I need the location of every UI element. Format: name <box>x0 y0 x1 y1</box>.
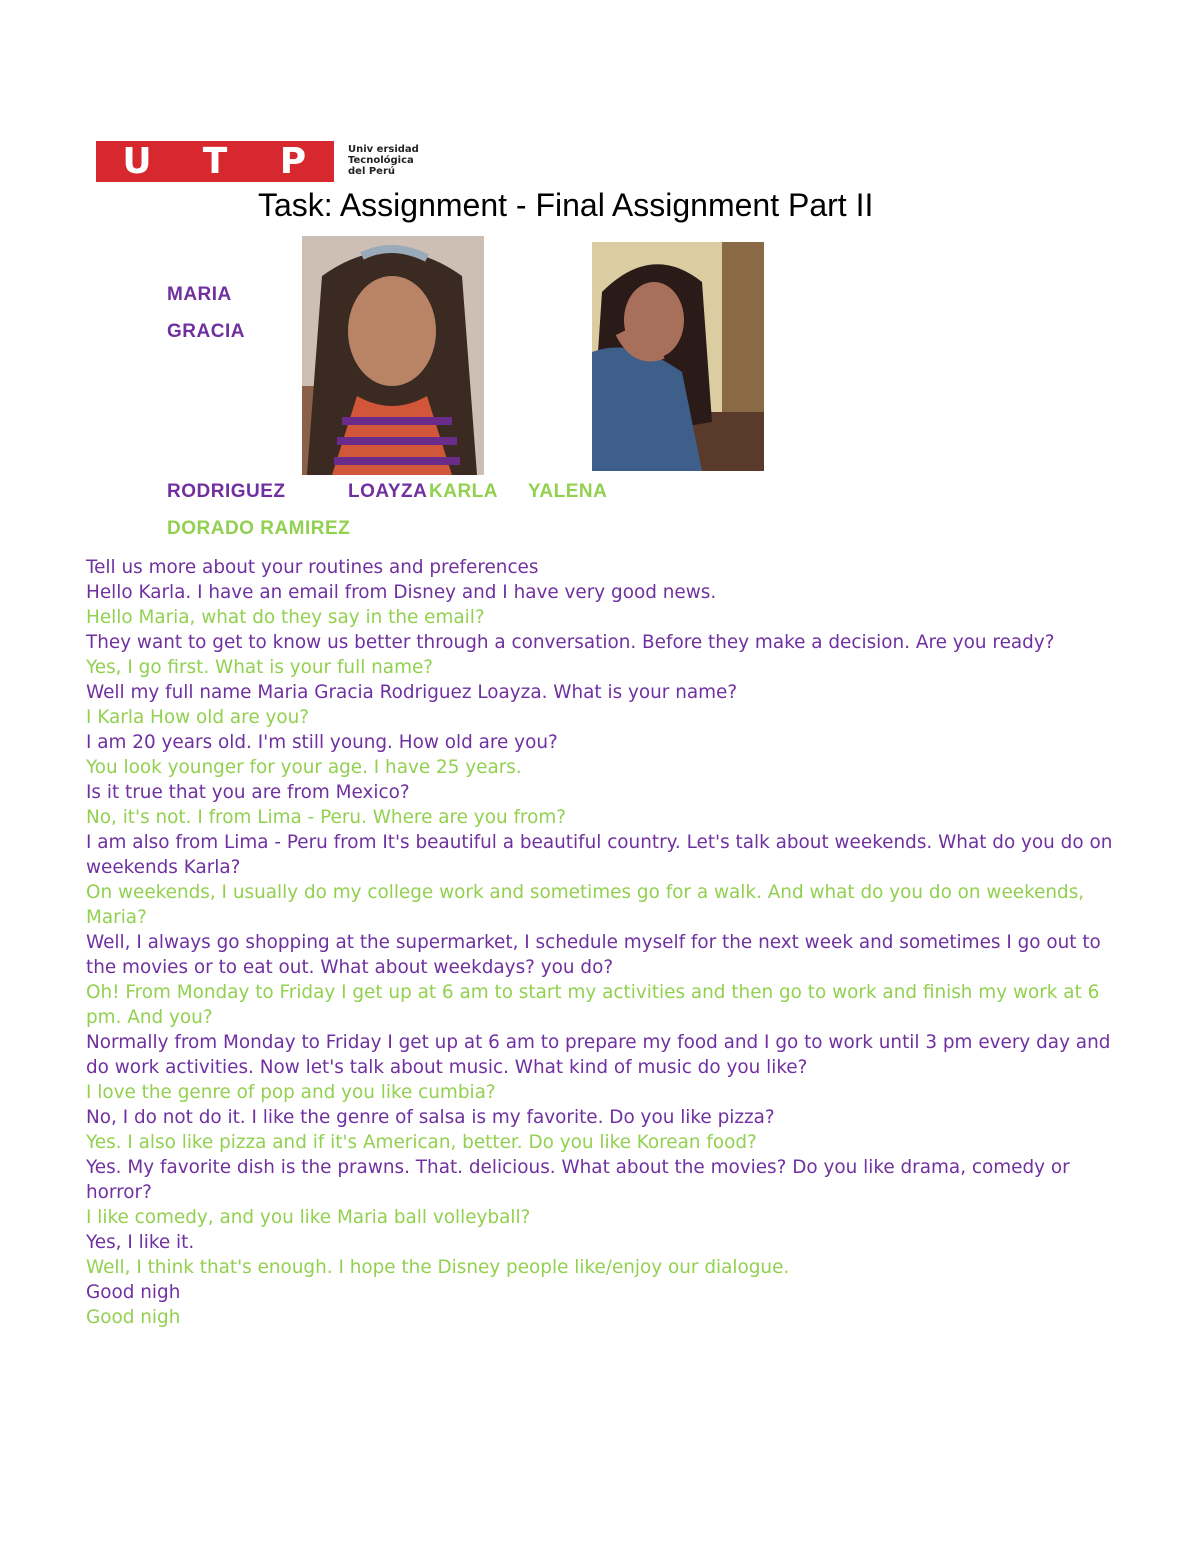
dialogue-line: No, it's not. I from Lima - Peru. Where are you from? <box>86 807 567 828</box>
dialogue-line: I like comedy, and you like Maria ball volleyball? <box>86 1207 531 1228</box>
dialogue-line: Good nigh <box>86 1282 181 1303</box>
utp-logo <box>96 141 444 182</box>
maria-last-name-1: RODRIGUEZ <box>167 481 286 502</box>
dialogue-line: They want to get to know us better through a conversation. Before they make a decision. Are you ready? <box>86 632 1055 653</box>
karla-first-name: KARLA <box>429 481 498 502</box>
dialogue-line: I love the genre of pop and you like cumbia? <box>86 1082 496 1103</box>
logo-wordmark <box>348 144 448 177</box>
maria-second-name: GRACIA <box>167 321 245 342</box>
dialogue-line: Hello Maria, what do they say in the email? <box>86 607 485 628</box>
karla-photo <box>592 242 764 471</box>
dialogue-line: Yes, I go first. What is your full name? <box>86 657 434 678</box>
dialogue-line: Is it true that you are from Mexico? <box>86 782 410 803</box>
logo-line-3: del Perú <box>348 166 396 177</box>
logo-letter-t: T <box>202 141 228 182</box>
dialogue-line: Normally from Monday to Friday I get up at 6 am to prepare my food and I go to work until 3 pm every day and do work activities. Now let's talk about music. What kind of music do you like? <box>86 1032 1111 1078</box>
dialogue-line: Well, I think that's enough. I hope the Disney people like/enjoy our dialogue. <box>86 1257 790 1278</box>
dialogue-line: On weekends, I usually do my college work and sometimes go for a walk. And what do you do on weekends, Maria? <box>86 882 1085 928</box>
karla-second-name: YALENA <box>528 481 608 502</box>
dialogue-line: I am 20 years old. I'm still young. How old are you? <box>86 732 558 753</box>
maria-photo <box>302 236 484 475</box>
dialogue-line: Well my full name Maria Gracia Rodriguez Loayza. What is your name? <box>86 682 738 703</box>
karla-last-name: DORADO RAMIREZ <box>167 518 351 539</box>
dialogue-line: No, I do not do it. I like the genre of salsa is my favorite. Do you like pizza? <box>86 1107 775 1128</box>
dialogue-line: Well, I always go shopping at the supermarket, I schedule myself for the next week and sometimes I go out to the movies or to eat out. What about weekdays? you do? <box>86 932 1101 978</box>
maria-last-name-2: LOAYZA <box>348 481 428 502</box>
logo-red-box <box>96 141 334 182</box>
dialogue-line: Yes, I like it. <box>86 1232 195 1253</box>
dialogue-line: Hello Karla. I have an email from Disney and I have very good news. <box>86 582 717 603</box>
maria-first-name: MARIA <box>167 284 232 305</box>
dialogue-line: Tell us more about your routines and preferences <box>86 557 539 578</box>
logo-line-2: Tecnológica <box>348 155 414 166</box>
dialogue-line: Oh! From Monday to Friday I get up at 6 am to start my activities and then go to work and finish my work at 6 pm. And you? <box>86 982 1100 1028</box>
page-title: Task: Assignment - Final Assignment Part II <box>258 187 874 223</box>
dialogue-line: Yes. My favorite dish is the prawns. That. delicious. What about the movies? Do you like drama, comedy or horror? <box>86 1157 1070 1203</box>
dialogue <box>86 555 1116 1330</box>
dialogue-line: I Karla How old are you? <box>86 707 310 728</box>
dialogue-line: I am also from Lima - Peru from It's beautiful a beautiful country. Let's talk about weekends. What do you do on weekends Karla? <box>86 832 1113 878</box>
logo-letter-p: P <box>279 141 307 182</box>
dialogue-line: You look younger for your age. I have 25 years. <box>86 757 522 778</box>
dialogue-line: Good nigh <box>86 1307 181 1328</box>
dialogue-line: Yes. I also like pizza and if it's American, better. Do you like Korean food? <box>86 1132 757 1153</box>
logo-line-1: Univ ersidad <box>348 144 419 155</box>
logo-letter-u: U <box>122 141 152 182</box>
